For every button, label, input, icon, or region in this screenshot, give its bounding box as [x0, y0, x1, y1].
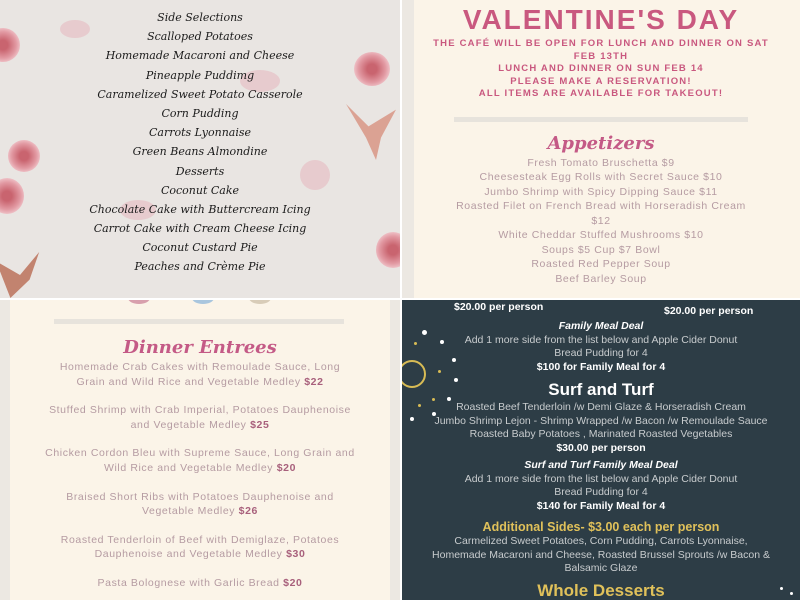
list-item: Beef Barley Soup: [555, 272, 647, 285]
dinner-entrees-menu: [0, 300, 400, 600]
entree-item: [44, 576, 356, 591]
notice-line: ALL ITEMS ARE AVAILABLE FOR TAKEOUT!: [478, 88, 724, 100]
list-item: Pineapple Puddimg: [145, 68, 255, 82]
entree-price: $22: [304, 375, 324, 388]
takeout-menu: [402, 300, 800, 600]
list-item: White Cheddar Stuffed Mushrooms $10: [498, 229, 704, 242]
entree-price: $25: [250, 418, 270, 431]
list-item: Carrot Cake with Cream Cheese Icing: [93, 222, 307, 236]
section-heading: Whole Desserts: [537, 580, 665, 600]
list-item: Roasted Baby Potatoes , Marinated Roasted Vegetables: [469, 428, 733, 440]
price-row: [402, 300, 800, 320]
entree-price: $20: [283, 576, 303, 589]
sides-description: Carmelized Sweet Potatoes, Corn Pudding, Carrots Lyonnaise, Homemade Macaroni and Cheese, Roasted Brussel Sprouts /w Bacon & Balsamic Glaze: [432, 535, 770, 574]
list-item: Cheesesteak Egg Rolls with Secret Sauce $10: [479, 171, 723, 184]
list-item: Homemade Macaroni and Cheese: [105, 49, 295, 63]
entree-price: $20: [276, 461, 297, 474]
section-heading: Side Selections: [157, 11, 243, 24]
list-item: Green Beans Almondine: [132, 145, 268, 159]
list-item: Roasted Filet on French Bread with Horseradish Cream: [456, 200, 746, 213]
list-item: Coconut Cake: [160, 183, 240, 197]
entrees-content: [0, 300, 400, 600]
deal-price: $140 for Family Meal for 4: [536, 499, 666, 512]
page-title: VALENTINE'S DAY: [462, 4, 740, 35]
divider: [54, 319, 344, 324]
divider: [454, 117, 748, 122]
entree-item: [44, 490, 356, 519]
deal-title: Surf and Turf Family Meal Deal: [524, 459, 678, 471]
deal-title: Family Meal Deal: [558, 320, 644, 332]
side-list: [0, 8, 400, 277]
valentines-content: [402, 0, 800, 286]
entree-name: Chicken Cordon Bleu with Supreme Sauce, Long Grain and Wild Rice and Vegetable Medley: [45, 447, 355, 474]
entree-price: $30: [286, 548, 306, 561]
list-item: Carrots Lyonnaise: [148, 126, 252, 140]
entree-item: [44, 533, 356, 562]
price-right: $20.00 per person: [664, 305, 754, 317]
list-item: Peaches and Crème Pie: [134, 260, 266, 274]
entree-item: [44, 360, 356, 389]
entree-item: [44, 446, 356, 475]
appetizer-list: [402, 156, 800, 287]
list-item: Fresh Tomato Bruschetta $9: [527, 156, 675, 169]
deal-price: $100 for Family Meal for 4: [536, 360, 666, 373]
surf-items: [402, 401, 800, 455]
list-item: $12: [591, 214, 611, 227]
surf-family-deal: [402, 455, 800, 513]
list-item: Coconut Custard Pie: [142, 241, 258, 255]
entree-list: [0, 360, 400, 591]
list-item: Caramelized Sweet Potato Casserole: [97, 87, 303, 101]
list-item: Chocolate Cake with Buttercream Icing: [89, 202, 311, 216]
price-left: $20.00 per person: [454, 301, 544, 313]
list-item: Roasted Beef Tenderloin /w Demi Glaze & Horseradish Cream: [456, 401, 746, 413]
list-item: Roasted Red Pepper Soup: [531, 258, 671, 271]
section-heading: Surf and Turf: [548, 380, 654, 399]
deal-description: Add 1 more side from the list below and Apple Cider Donut Bread Pudding for 4: [464, 333, 738, 359]
entree-item: [44, 403, 356, 432]
notice-line: FEB 13TH: [573, 50, 629, 62]
entree-name: Braised Short Ribs with Potatoes Dauphenoise and Vegetable Medley: [66, 490, 334, 518]
list-item: Soups $5 Cup $7 Bowl: [541, 243, 661, 256]
entree-name: Homemade Crab Cakes with Remoulade Sauce, Long Grain and Wild Rice and Vegetable Medley: [59, 361, 341, 388]
entree-name: Pasta Bolognese with Garlic Bread: [97, 576, 280, 589]
surf-price: $30.00 per person: [556, 441, 646, 454]
side-selections-menu: [0, 0, 400, 298]
list-item: Scalloped Potatoes: [147, 30, 253, 44]
entree-name: Roasted Tenderloin of Beef with Demiglaze, Potatoes Dauphenoise and Vegetable Medley: [60, 533, 340, 561]
notice-line: LUNCH AND DINNER ON SUN FEB 14: [498, 63, 704, 75]
section-heading: Dinner Entrees: [123, 337, 277, 358]
valentines-menu: [402, 0, 800, 298]
list-item: Jumbo Shrimp Lejon - Shrimp Wrapped /w Bacon /w Remoulade Sauce: [434, 414, 768, 427]
entree-price: $26: [238, 505, 258, 518]
notice-line: THE CAFÉ WILL BE OPEN FOR LUNCH AND DINNER ON SAT: [433, 38, 769, 49]
entree-name: Stuffed Shrimp with Crab Imperial, Potatoes Dauphenoise and Vegetable Medley: [49, 404, 351, 431]
notice-text: [402, 38, 800, 101]
section-heading: Additional Sides- $3.00 each per person: [482, 520, 720, 534]
deal-description: Add 1 more side from the list below and Apple Cider Donut Bread Pudding for 4: [464, 472, 738, 498]
takeout-content: [402, 300, 800, 600]
list-item: Jumbo Shrimp with Spicy Dipping Sauce $11: [484, 185, 718, 198]
list-item: Corn Pudding: [161, 106, 239, 120]
family-deal: [402, 320, 800, 374]
section-heading: Appetizers: [547, 132, 655, 154]
section-heading: Desserts: [175, 164, 225, 178]
notice-line: PLEASE MAKE A RESERVATION!: [510, 75, 692, 87]
